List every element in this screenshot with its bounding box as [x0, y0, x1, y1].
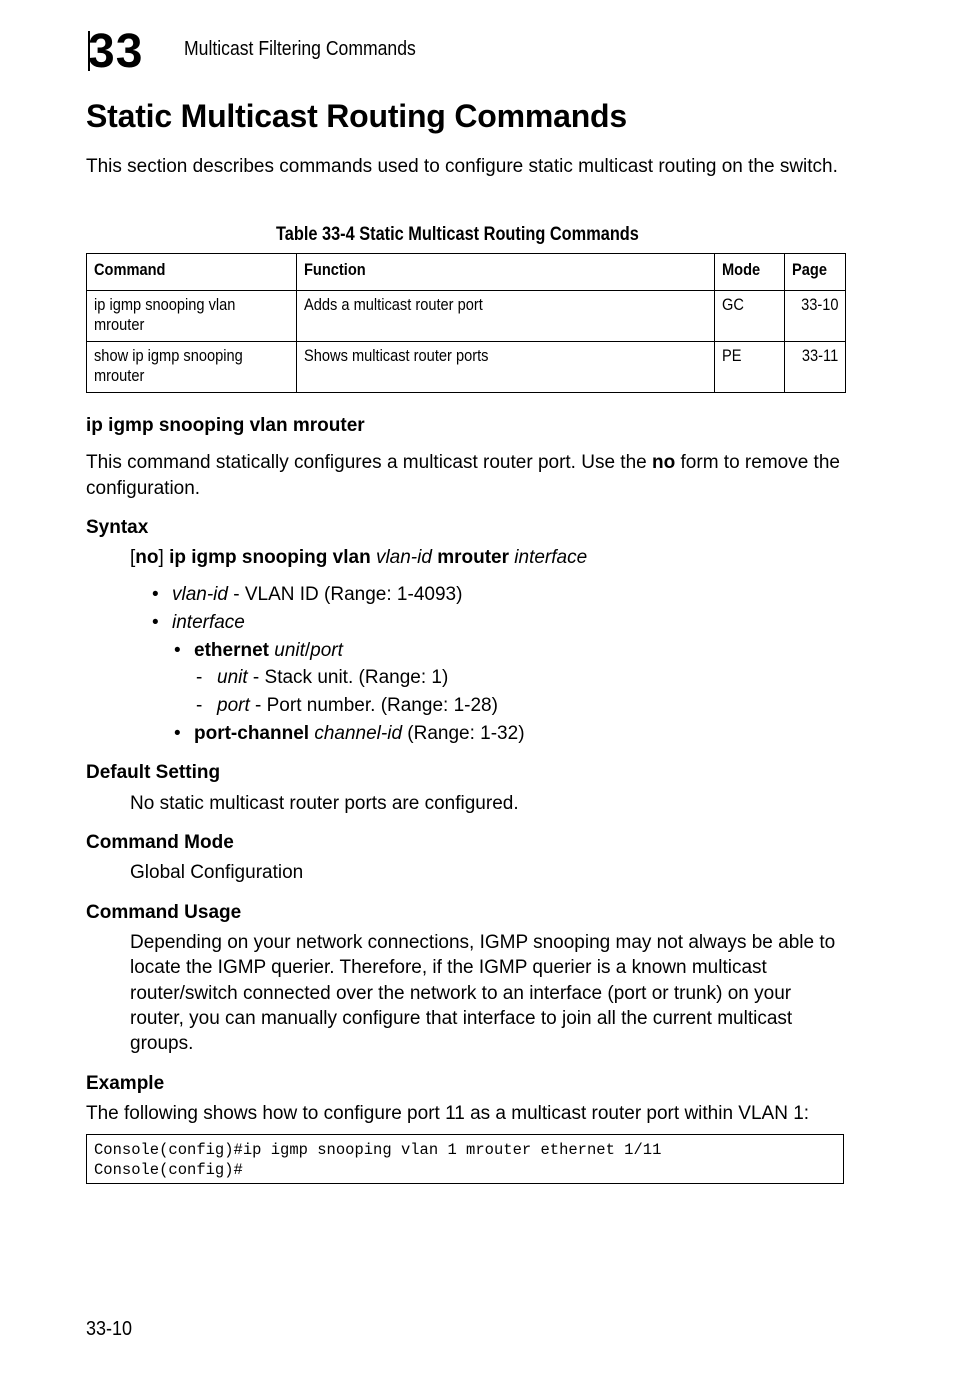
mode-cell: GC: [715, 291, 785, 342]
chapter-number-rule: [88, 31, 96, 71]
table-row: [87, 291, 846, 342]
code-example: [86, 1134, 844, 1184]
function-cell: Shows multicast router ports: [296, 342, 714, 393]
example-text: The following shows how to configure port 11 as a multicast router port within VLAN 1:: [86, 1103, 810, 1124]
command-description: This command statically configures a multicast router port. Use the no form to remove the configuration.: [86, 452, 840, 499]
param-ethernet: • ethernet unit/port: [174, 640, 343, 661]
command-heading: ip igmp snooping vlan mrouter: [86, 415, 365, 436]
example-heading: Example: [86, 1073, 165, 1094]
page-cell: 33-11: [784, 342, 845, 393]
chapter-number: 33: [88, 25, 144, 78]
syntax-line: [no] ip igmp snooping vlan vlan-id mrouter interface: [130, 547, 588, 568]
param-unit: - unit - Stack unit. (Range: 1): [196, 667, 449, 688]
section-intro: This section describes commands used to configure static multicast routing on the switch.: [86, 156, 838, 177]
column-header-mode: Mode: [715, 254, 785, 291]
command-usage-heading: Command Usage: [86, 902, 242, 923]
param-port-channel: • port-channel channel-id (Range: 1-32): [174, 723, 525, 744]
mode-cell: PE: [715, 342, 785, 393]
default-setting-heading: Default Setting: [86, 762, 221, 783]
table-header-row: [87, 254, 846, 291]
column-header-function: Function: [296, 254, 714, 291]
column-header-page: Page: [784, 254, 845, 291]
command-mode-text: Global Configuration: [130, 862, 304, 883]
code-line: Console(config)#ip igmp snooping vlan 1 mrouter ethernet 1/11: [94, 1141, 662, 1159]
command-cell: show ip igmp snooping mrouter: [87, 342, 297, 393]
section-title: Static Multicast Routing Commands: [86, 98, 627, 134]
function-cell: Adds a multicast router port: [296, 291, 714, 342]
code-line: Console(config)#: [94, 1161, 243, 1179]
command-mode-heading: Command Mode: [86, 832, 234, 853]
table-row: [87, 342, 846, 393]
table-caption: Table 33-4 Static Multicast Routing Commands: [276, 224, 639, 245]
syntax-heading: Syntax: [86, 517, 149, 538]
command-usage-text: Depending on your network connections, IGMP snooping may not always be able to locate the IGMP querier. Therefore, if the IGMP querier is a known multicast router/switch connected over the network to an interface (port or trunk) on your router, you can manually configure that interface to join all the current multicast groups.: [130, 932, 836, 1055]
param-port: - port - Port number. (Range: 1-28): [196, 695, 498, 716]
command-cell: ip igmp snooping vlan mrouter: [87, 291, 297, 342]
param-vlan-id: • vlan-id - VLAN ID (Range: 1-4093): [152, 584, 463, 605]
commands-table: [86, 253, 846, 393]
chapter-title: Multicast Filtering Commands: [184, 38, 416, 60]
column-header-command: Command: [87, 254, 297, 291]
default-setting-text: No static multicast router ports are configured.: [130, 793, 519, 814]
page-number: 33-10: [86, 1318, 133, 1340]
param-interface: • interface: [152, 612, 245, 633]
page-cell: 33-10: [784, 291, 845, 342]
